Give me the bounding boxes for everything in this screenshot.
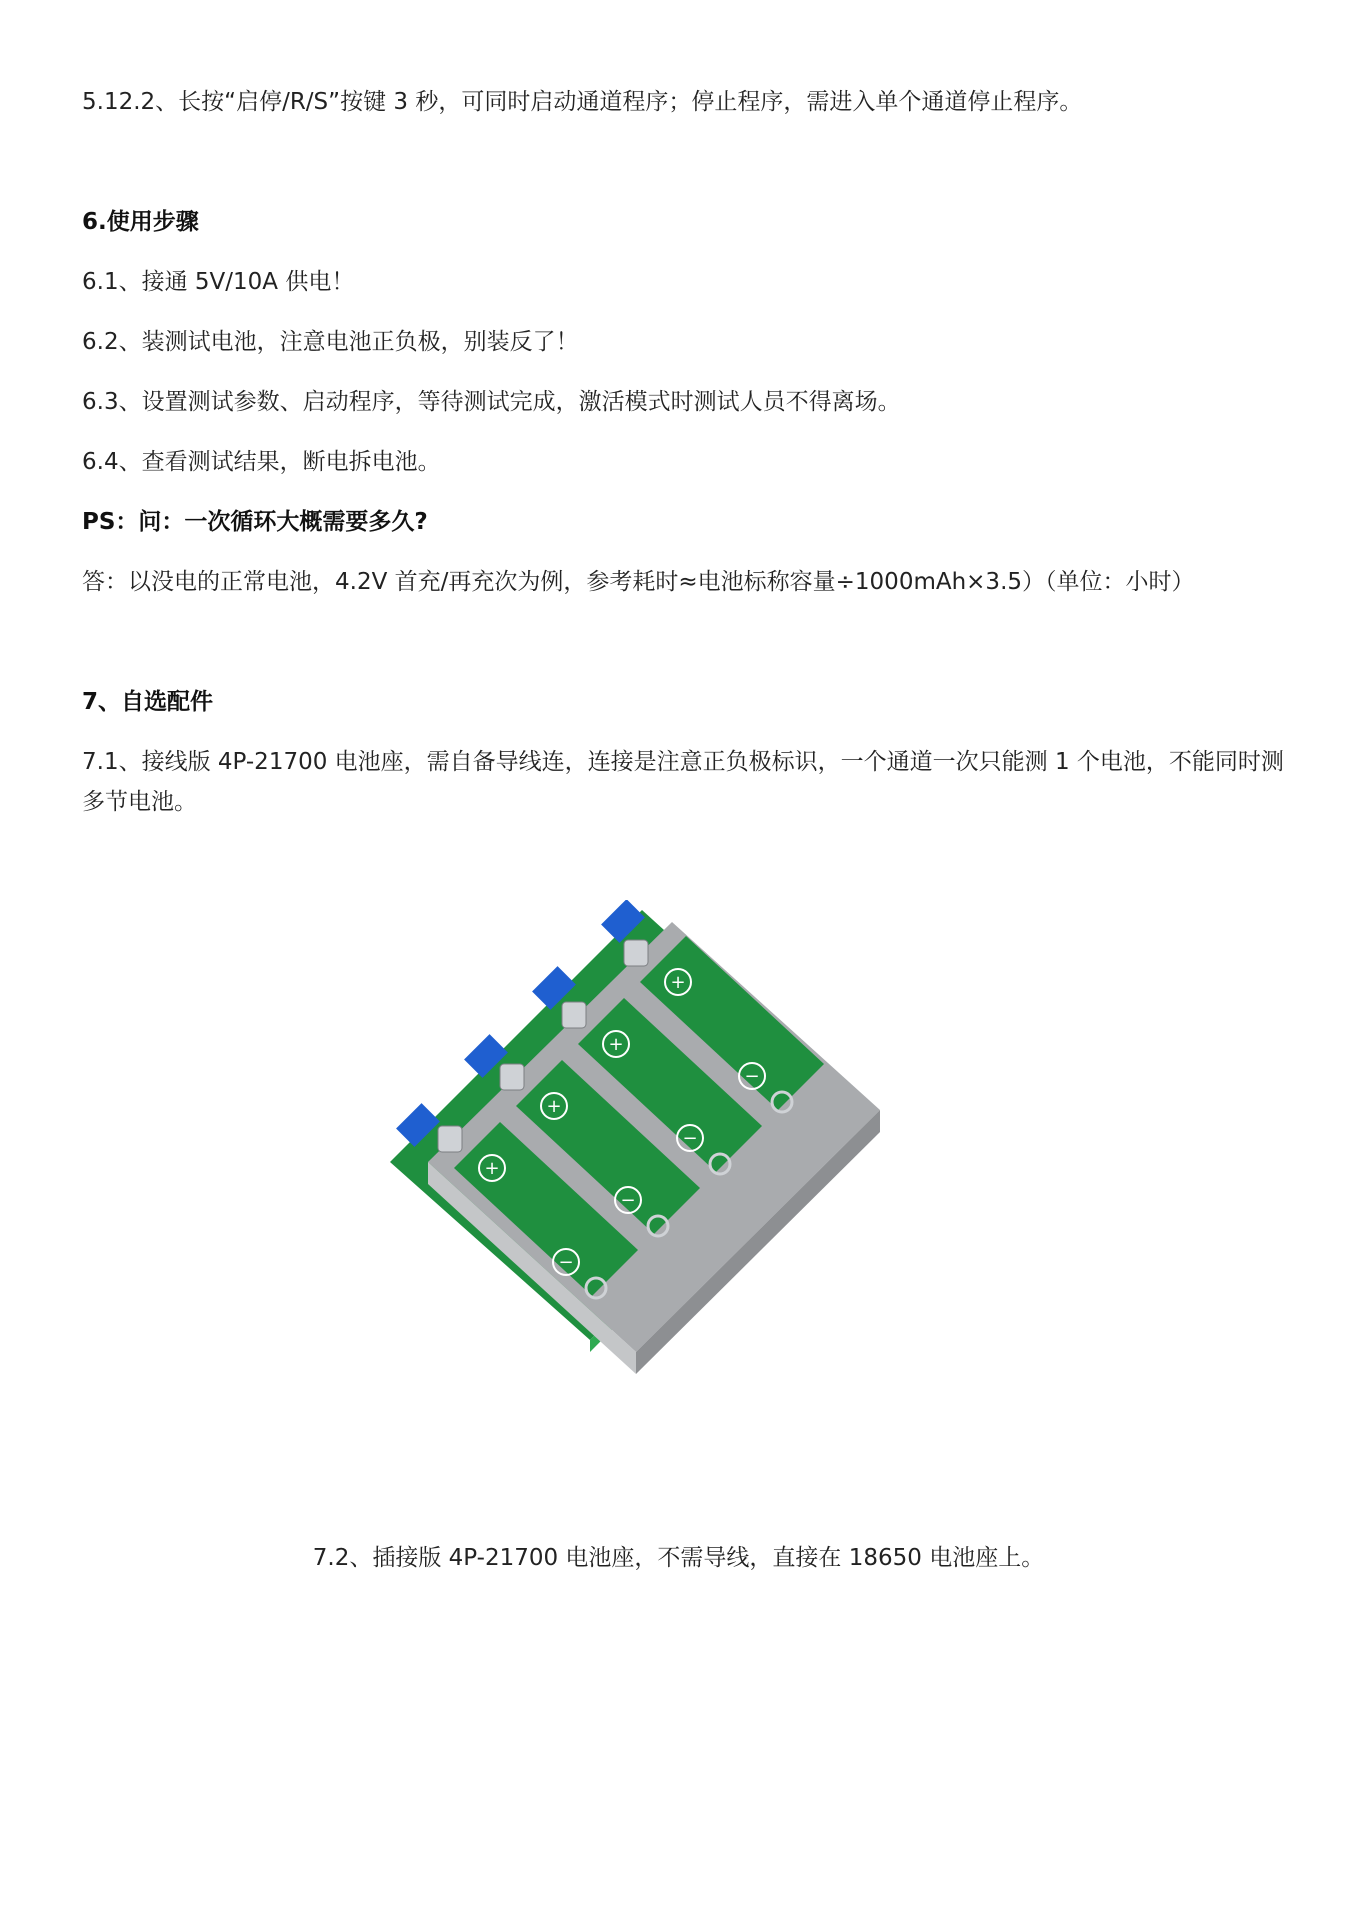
plus-marker-1: + — [484, 1158, 500, 1179]
plus-marker-3: + — [608, 1034, 624, 1055]
minus-marker-4: − — [744, 1066, 760, 1087]
answer-text: 答：以没电的正常电池，4.2V 首充/再充次为例，参考耗时≈电池标称容量÷1000mAh×3.5）（单位：小时） — [82, 569, 1195, 595]
battery-holder-image — [380, 900, 980, 1440]
contact-top-3 — [562, 1002, 586, 1028]
paragraph-5-12-2: 5.12.2、长按“启停/R/S”按键 3 秒，可同时启动通道程序；停止程序，需进入单个通道停止程序。 — [82, 89, 1083, 115]
battery-holder-illustration — [380, 900, 980, 1440]
item-7-1: 7.1、接线版 4P-21700 电池座，需自备导线连，连接是注意正负极标识，一个通道一次只能测 1 个电池，不能同时测多节电池。 — [82, 749, 1284, 815]
step-6-1: 6.1、接通 5V/10A 供电！ — [82, 269, 355, 295]
step-6-3: 6.3、设置测试参数、启动程序，等待测试完成，激活模式时测试人员不得离场。 — [82, 389, 901, 415]
minus-marker-1: − — [558, 1252, 574, 1273]
contact-top-1 — [438, 1126, 462, 1152]
contact-top-2 — [500, 1064, 524, 1090]
section-7-heading: 7、自选配件 — [82, 689, 214, 715]
step-6-2: 6.2、装测试电池，注意电池正负极，别装反了！ — [82, 329, 579, 355]
step-6-4: 6.4、查看测试结果，断电拆电池。 — [82, 449, 441, 475]
minus-marker-2: − — [620, 1190, 636, 1211]
plus-marker-4: + — [670, 972, 686, 993]
item-7-2-caption: 7.2、插接版 4P-21700 电池座，不需导线，直接在 18650 电池座上。 — [312, 1545, 1045, 1571]
section-6-heading: 6.使用步骤 — [82, 209, 199, 235]
plus-marker-2: + — [546, 1096, 562, 1117]
ps-question: PS：问：一次循环大概需要多久? — [82, 509, 428, 535]
contact-top-4 — [624, 940, 648, 966]
minus-marker-3: − — [682, 1128, 698, 1149]
